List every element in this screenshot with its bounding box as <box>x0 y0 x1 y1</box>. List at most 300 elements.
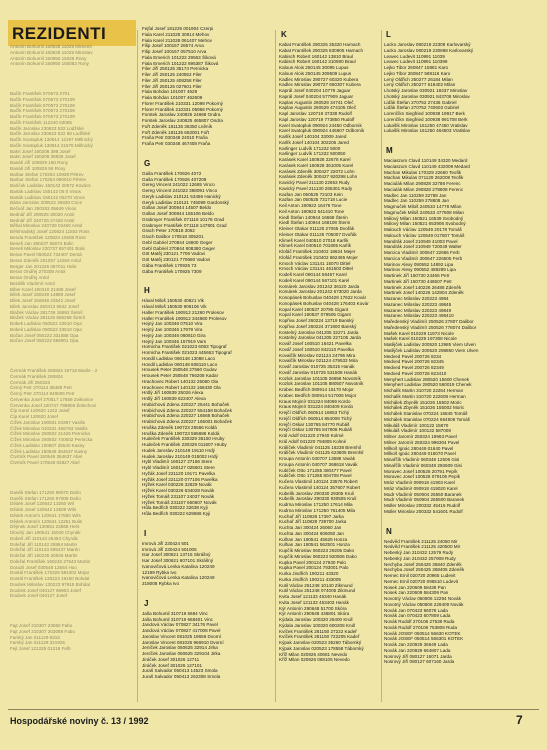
register-entry: Madlec Jan 110259 32788 Jan <box>384 192 447 198</box>
register-entry: Hejný Jan 100346 17979 Vira <box>142 327 203 332</box>
register-entry: Fiala Karel 211028 30814 Mehov <box>142 31 210 37</box>
register-entry: Kubelík Jaroslav 290330 29305 Kruli <box>279 490 354 496</box>
register-entry: Hyžák Josef 221120 077106 Pavelka <box>142 476 218 482</box>
register-entry: Grach Peter 170518 3052 <box>142 228 195 234</box>
register-entry: Kovář Josef 160510 842110 Pavelka <box>279 346 354 352</box>
register-entry: Dědek Josef 120642 12509 Wils <box>10 507 77 512</box>
register-entry: Jaroslav Vincent 081025 966910 Dvorní <box>142 639 224 645</box>
register-entry: Kavický Pavel 211130 265301 Rudy <box>279 185 353 191</box>
register-entry: Nosrový Jiří 080127 607160 Jarda <box>384 659 455 665</box>
register-entry: Antonín Bohumil 150928 11025 Klimenti <box>10 44 92 49</box>
register-entry: Klimeš Karel 040510 701805 Karlík <box>279 243 352 249</box>
register-entry: Hruška Zdeněk 190723 565686 Koldá <box>142 430 220 436</box>
register-entry: Bočan Josef 050222 656901 Opa <box>10 338 79 344</box>
register-entry: Kučera Vlastimil 140124 357607 Robert <box>279 484 361 490</box>
register-entry: Fiala Emerich 101222 29563 Šiková <box>142 54 216 60</box>
register-entry: Novák JOSEF 050514 56630 KOTEK <box>384 630 461 636</box>
register-entry: Bednář Jiří 290825 30020 Antol <box>10 211 75 217</box>
register-entry: Bačík František 070573 270109 <box>10 108 75 114</box>
register-entry: Kostelný Jaroslav 041205 227105 Jarda <box>279 335 361 341</box>
register-entry: Gollan Josef 300844 14507 Beldo <box>142 205 212 211</box>
register-entry: Juraš Salvador 050413 262308 Smola <box>142 674 221 679</box>
register-entry: Černý Petr 270114 849006 Petr <box>10 391 75 396</box>
register-entry: Michálek Stanislav 070224 16845 Tomáš <box>384 411 468 416</box>
register-entry: Karlinger Ludvík 171222 5000 <box>279 145 341 151</box>
register-entry: Čížek Miroslav 250502 21426 Pernicka <box>10 431 90 437</box>
register-entry: Červenka Josef 220747 789909 Želechovi <box>10 402 97 408</box>
page-title: REZIDENTI <box>12 24 107 43</box>
register-entry: Bobek Ladislav 050522 33510 Opa <box>10 321 82 326</box>
register-entry: Grabmyer František 071118 147801 Grad <box>142 222 227 228</box>
register-entry: Gollan Josef 300844 155106 Beldo <box>142 211 214 216</box>
register-entry: Mudr Vladimír 050904 26550 Baranek <box>384 491 462 497</box>
register-entry: Bílek Josef 190249 14888 Josef <box>10 292 76 298</box>
register-entry: Kupka Pavel 200124 27930 Palo <box>279 559 346 565</box>
register-entry: Lhotský Jaroslav 030921 843708 Miroslav <box>384 93 470 99</box>
register-entry: Beneš Jan 280237 06074 Bolic <box>10 240 74 246</box>
register-entry: Gebl Gabriel 270844 16600 Geger <box>142 239 213 245</box>
register-entry: Kaplan Augustin 260529 34741 Oleč <box>279 99 354 105</box>
register-entry: Mílkoš Ignác 280449 01640 Pavel <box>384 445 454 451</box>
register-entry: Králíček Vladimír 041125 16238 Bremhil <box>279 444 361 450</box>
register-entry: Kabisch Robert 160142 13810 Braul <box>279 53 354 59</box>
register-entry: Fořt Zdeněk 181135 653001 Fořt <box>142 129 210 135</box>
register-entry: Kopal Karel 190537 20795 Gigant <box>279 306 349 312</box>
register-entry: Hruška Zdeněk 190723 25566 Koldá <box>142 424 217 430</box>
register-entry: Kavický Pavel 211130 22653 Rudy <box>279 180 350 185</box>
register-entry: Kovalčík Miroslav 021124 24795 Mira <box>279 352 356 358</box>
register-entry: Michálek Stanislav 070224 684506 Tomáš <box>384 416 470 422</box>
register-entry: Hrabichová Zdena 220227 16568 Bohaček <box>142 413 230 419</box>
register-entry: Novák Jan 070423 96078 Lada <box>384 607 448 613</box>
register-entry: Bílek Josef 150849 23542 Josef <box>10 298 76 303</box>
register-entry: Kroupa Antonín 040707 368618 Vavák <box>279 461 358 467</box>
register-entry: Lorenčíkn Siegfried 100938 19917 Berk <box>384 111 465 116</box>
register-entry: Kozlok Jaroslav 101105 26858 Novotník <box>279 375 361 381</box>
register-entry: Karlinger Ludvík 171222 500050 <box>279 151 346 157</box>
register-entry: Farský Jan 011129 8315 <box>10 634 60 640</box>
register-entry: Kvíček František 261150 27222 Kadeř <box>279 628 357 634</box>
register-entry: Marcica Vladimír 300647 22665 Ferb <box>384 250 460 255</box>
register-entry: Dědek Antonín 120641 12251 Bulis <box>10 518 83 524</box>
register-entry: Fajt Josef 210307 23060 Fabo <box>10 623 73 628</box>
register-entry: Jandová Václav 070827 417008 Pavel <box>142 628 221 633</box>
register-entry: Kalous Alois 250145 309509 Lupus <box>279 70 352 76</box>
register-entry: Kiedl Štefan 140944 16668 Šterin <box>279 214 348 220</box>
register-entry: Kýr Antonín 290648 436801 Skóra <box>279 611 350 617</box>
column-1 <box>10 44 132 704</box>
register-entry: Fiala Bohdan 101007 462609 <box>142 95 203 100</box>
register-entry: Kopřiva Josef 260224 371900 Banský <box>279 323 357 329</box>
register-entry: Mílkoš Ignác 280449 016070 Pavel <box>384 451 456 457</box>
register-entry: Mudr Vladimír 050904 265500 Baranek <box>384 497 465 503</box>
register-entry: Hondil Ladislav 060148 608110 Laco <box>142 361 218 367</box>
register-entry: Beneš Miloslav 220737 657401 Bolic <box>10 246 86 252</box>
register-entry: Hejný Jan 100346 07510 Vira <box>142 321 203 327</box>
register-entry: Hudek Jaroslav 210149 015002 Hrdý <box>142 453 218 459</box>
register-entry: Karlík Josef 140104 302205 Jared <box>279 139 349 145</box>
register-entry: Maředenský Vladimír 250526 778074 Dalibor <box>384 324 477 330</box>
register-entry: Novák Rudolf 270106 27538 Ruda <box>384 619 455 624</box>
register-entry: Dědek Antonín 120641 17580 Wils <box>10 512 81 518</box>
register-entry: Hával Miloš 150530 40821 Vik <box>142 298 204 304</box>
register-entry: Maciulák Milan 290828 32788 Ferenc <box>384 181 461 186</box>
register-entry: Beran Ondřej 270308 Antol <box>10 269 66 275</box>
register-entry: Nedvěd František 211125 420500 Mir <box>384 544 461 550</box>
column-divider <box>137 30 138 702</box>
register-entry: Dějmek Josef 130651 23568 Hers <box>10 524 80 530</box>
register-entry: Čermák František 260824 <box>10 373 63 379</box>
register-entry: Antonín Bohumil 150950 150082 Rony <box>10 61 89 67</box>
register-entry: Grabmyer František 071118 10178 Grad <box>142 216 225 222</box>
register-entry: Kiedl Štefan 140944 168108 Šterin <box>279 220 351 226</box>
register-entry: Nosek Jan 220609 584309 Pan <box>384 590 449 596</box>
register-entry: Nebeský Jan 210432 257908 Rudy <box>384 555 456 561</box>
register-entry: Kraus Mojmír 031224 840409 Kordo <box>279 404 354 410</box>
register-entry: Hrabichová Zdena 220227 165001 Bohaček <box>142 419 232 424</box>
register-entry: Machan Mikulas 071129 262008 Teofik <box>384 175 464 181</box>
register-entry: Kadlec Miroslav 290727 650307 Kubera <box>279 82 361 88</box>
register-entry: Minařčík Vladimír 060348 250609 Gisi <box>384 462 462 468</box>
register-entry: Hudek Jaroslav 210149 19110 Hrdý <box>142 447 215 453</box>
register-entry: Mašek Karel 010229 11973 Nicole <box>384 330 454 336</box>
register-entry: Král Adolf 041220 27940 Kolmé <box>279 433 344 438</box>
register-entry: Klofáč František 210402 18624 Mejer <box>279 249 356 254</box>
register-entry: Hýžek Karel 030226 634028 Novák <box>142 488 215 493</box>
register-entry: Jiráček Josef 301026 127101 <box>142 662 203 668</box>
register-entry: Dobeš Jiří 110143 25453 Chynák <box>10 535 78 541</box>
register-entry: Bačík František 070573 2701 <box>10 91 70 96</box>
register-entry: Antonín Bohumil 150950 15028 Rony <box>10 55 87 61</box>
register-entry: Gereg Vincent 241022 368091 Vinco <box>142 188 218 193</box>
register-entry: Běhal Miroslav 240729 02460 Antol <box>10 223 83 229</box>
register-entry: Hudeček František 230329 35150 Hruby <box>142 436 225 442</box>
register-entry: Čermák Jiří 250323 <box>10 379 51 385</box>
register-entry: Bečvář Jan 280263 05649 Vinos <box>10 206 77 211</box>
register-entry: Fraňa Petr 030348 467408 Fraňa <box>142 141 211 146</box>
register-entry: Gába František 170925 7309 <box>142 268 202 274</box>
register-entry: Krejčí Oldřich 060514 854008 Tichý <box>279 415 352 421</box>
column-divider <box>275 30 276 702</box>
register-entry: Ivanovičová Lenka Katalina 120249 <box>142 563 215 569</box>
register-entry: 218008 Rybka Ivo <box>142 581 180 586</box>
register-entry: Čermák František 260824 19718 Marile - 2 <box>10 368 98 373</box>
register-entry: Jaša Bohumil 310719 6684 Vinc <box>142 610 208 616</box>
register-entry: Florer František 210331 05956 Pokorný <box>142 106 223 112</box>
register-entry: Florer František 210331 12098 Pokorný <box>142 100 223 106</box>
register-entry: Kovář Jaroslav 010725 35315 Hanák <box>279 364 355 369</box>
register-entry: Číp Karel 120620 1242 Josef <box>10 408 70 414</box>
register-entry: Král Adolf 041220 794805 Kolmé <box>279 438 347 444</box>
register-entry: Novotný Václav 050806 12294 Novák <box>384 596 461 601</box>
register-entry: Nosrový Jiří 080127 16071 Jarda <box>384 653 452 659</box>
register-entry: Martinek Jiří 150730 24465 Petr <box>384 273 450 278</box>
register-entry: 12199 Rybka Ivo <box>142 569 177 575</box>
register-entry: Doubek Josef 040127 Josef <box>10 593 67 599</box>
register-entry: Filer Jiří 250125 027601 Filer <box>142 83 202 89</box>
register-entry: Konopásek Bohuslav 040428 17622 Kovár <box>279 295 367 300</box>
register-entry: Hůla Bedřich 030222 629586 Kyji <box>142 511 211 516</box>
register-entry: Kříž Milan 020926 40681 Nevedo <box>279 651 348 657</box>
register-entry: Kodeš Karel 090144 56467 Karel <box>279 272 347 277</box>
register-entry: Karásek Karel 160928 361005 Karel <box>279 162 354 168</box>
register-entry: Jeníček Jaroslav 050625 32914 Jirka <box>142 645 218 651</box>
register-entry: Čížek Ladislav 100807 25540 Kasny <box>10 442 85 448</box>
column-4 <box>384 26 536 686</box>
register-entry: Medved Pavel 200726 82345 <box>384 359 444 365</box>
register-entry: Madlec Jan 110259 278808 Jan <box>384 198 450 204</box>
register-entry: Karásek Karel 160928 22678 Karel <box>279 157 351 162</box>
register-entry: Bačík František 070573 270109 <box>10 102 75 108</box>
register-entry: Lený Oldřich 250277 618402 Milan <box>384 82 456 88</box>
register-entry: Kvíček František 261150 722205 Kadeř <box>279 634 360 640</box>
register-entry: Kabat František 290325 830905 Harnach <box>279 47 364 53</box>
register-entry: Lejko Tibor 260847 588116 Karo <box>384 70 451 76</box>
register-entry: Barták Ladislav 150142 05270 Vinos <box>10 194 85 200</box>
register-entry: Kleiner Otakar 011125 27065 Dvořák <box>279 226 355 231</box>
register-entry: Isar Josef 300621 607101 Skrášný <box>142 558 213 563</box>
register-entry: Michálek Zbyněk 151026 155002 Moric <box>384 405 465 411</box>
register-entry: Krabec Bedřich 080914 517006 Mojor <box>279 392 357 398</box>
register-entry: Mikuláš Vladimír 100122 15870 <box>384 422 449 428</box>
register-entry: Fiala Emerich 101222 695387 Šiková <box>142 60 219 66</box>
register-entry: Kuchař Jiří 110828 739700 Jarka <box>279 519 347 525</box>
register-entry: Novák Rudolf 270106 753808 Ruda <box>384 624 458 630</box>
register-entry: Berger Jan 201326 067011 Hobr <box>10 263 77 269</box>
section-letter: I <box>144 528 147 538</box>
register-entry: Kuchta Jan 300424 26060 Jan <box>279 525 342 530</box>
register-entry: Barbar Stefan 170254 690010 Pétrev <box>10 177 87 183</box>
register-entry: Kaprál Josef 040204 10779 Jaguar <box>279 88 351 93</box>
register-entry: Blažek Václav 281126 686268 Šetníl <box>10 315 85 321</box>
register-entry: Nechyba Josef 250425 36840 Zdeněk <box>384 561 462 567</box>
register-entry: Müller Miroslav 200332 541601 Rudolf <box>384 508 463 514</box>
register-entry: Hůla Bedřich 030222 32638 Kyji <box>142 505 208 511</box>
register-entry: Kýdala Jaroslav 100320 600208 Krull <box>279 622 356 628</box>
register-entry: Karel Svatopluk 090924 24450 Odbornik <box>279 122 362 128</box>
register-entry: Hrousek Peter 250548 27560 Gudav <box>142 367 217 373</box>
register-entry: Geryk Ladislav 210121 745099 Gardonský <box>142 199 230 205</box>
register-entry: Kroupa Antonín 040707 13686 Vavák <box>279 456 356 461</box>
register-entry: Kudrna Miroslav 171250 17614 Mila <box>279 502 353 507</box>
register-entry: Keil Anton 190922 541410 Tone <box>279 208 345 214</box>
register-entry: Karlík Josef 140104 33009 Jared <box>279 134 347 139</box>
register-entry: Maředenský Vladimír 250526 27807 Dalibor <box>384 319 474 324</box>
section-letter: G <box>144 158 151 168</box>
register-entry: Lacko Jaroslav 080219 22308 Karlovarský <box>384 42 471 47</box>
register-entry: Gebl Gabriel 270844 808380 Geger <box>142 245 216 251</box>
register-entry: Kýpak Jaroslav 020523 178558 Tábornký <box>279 645 364 651</box>
register-entry: Kýr Antonín 290648 51700 Skóra <box>279 605 347 611</box>
register-entry: Kurka Jindřich 190211 43320 <box>279 571 339 576</box>
register-entry: Forstek Jaroslav 240825 24668 Ondra <box>142 112 221 118</box>
register-entry: Kapl Jaroslav 120719 37338 Rudolf <box>279 111 352 116</box>
register-entry: Maciaszum Clavd 110149 432009 Medard <box>384 163 470 169</box>
register-entry: Michalík Martin 310720 222608 Herman <box>384 393 466 399</box>
register-entry: Málový Milan 150521 653906 Svobodný <box>384 221 466 227</box>
register-entry: Filer Jiří 250125 408258 Filer <box>142 77 202 83</box>
register-entry: Hrabichová Zdena 220227 554158 Bohaček <box>142 407 232 413</box>
register-entry: Kupčík Miroslav 060223 29205 Dako <box>279 548 355 553</box>
register-entry: Kuchta Jan 300424 606050 Jan <box>279 530 344 536</box>
register-entry: Marinov Alexy 090552 14892 Lipa <box>384 261 454 267</box>
register-entry: Kodeš Karel 090144 567101 Karel <box>279 277 350 283</box>
register-entry: Nebeský Jan 210432 12579 Rudy <box>384 550 454 555</box>
register-entry: Jiráček Josef 301026 12711 <box>142 656 200 662</box>
register-entry: Hyžák Josef 221120 19171 Pavelka <box>142 470 215 476</box>
register-entry: Bělohradský Josef 120824 11502 Ross <box>10 229 90 234</box>
section-letter: N <box>386 526 392 536</box>
register-entry: Dlouhý Jan 190541 15040 Chynák <box>10 530 81 535</box>
register-entry: Krejčí Oskar 130765 847808 Rubáš <box>279 427 353 433</box>
register-entry: Minařčík Vladimír 060348 12506 Gisi <box>384 457 460 462</box>
register-entry: Klimeš Karel 040510 27018 Karlík <box>279 237 349 243</box>
register-entry: Medved Pavel 200726 8234 <box>384 353 442 359</box>
register-entry: Hybl Vladimír 160127 025601 Stere <box>142 465 215 470</box>
footer-publication: Hospodářské noviny č. 13 / 1992 <box>10 716 149 726</box>
register-entry: Hornicha František 021023 445663 Tipograf <box>142 350 232 355</box>
register-entry: Kvita Josef 121133 45340 Hanák <box>279 594 347 599</box>
register-entry: Králíček Vladimír 041125 623805 Bremhil <box>279 450 364 456</box>
register-entry: Hejný Jan 100346 060610 Gira <box>142 332 206 338</box>
register-entry: Kvita Josef 121133 453403 Hanák <box>279 599 349 605</box>
register-entry: Doležal Jiří 110143 25954 Martin <box>10 541 78 547</box>
register-entry: Komárek Jaroslav 201242 36120 Jarda <box>279 283 360 289</box>
register-entry: Kadlec Miroslav 290727 60320 Kubera <box>279 76 359 82</box>
register-entry: Červenka Josef 270517 17659 Zvikovice <box>10 396 93 402</box>
register-entry: Konopásek Bohuslav 040428 176403 Kovár <box>279 300 369 306</box>
register-entry: Milner Jaromír 250324 19963 Pavel <box>384 434 457 439</box>
register-entry: Kýdala Jaroslav 100320 26400 Krull <box>279 617 353 622</box>
register-entry: Barták Ladislav 150142 05 0 Vinos <box>10 188 81 194</box>
register-entry: Hýžek Tomáš 231107 660607 Novák <box>142 499 217 505</box>
register-entry: Mandrák Josef 210949 720049 Walter <box>384 244 462 250</box>
register-entry: Gaša František 170926 407209 <box>142 176 207 182</box>
register-entry: Leavec Ludevit 110991 11039 <box>384 53 445 59</box>
register-entry: Čtvrtník Pavel 170548 02827 Abel <box>10 460 80 465</box>
register-entry: Hornicha František 021023 6083 Tipograf <box>142 344 227 350</box>
register-entry: Hrachovec Robert 140132 25060 Ola <box>142 378 219 384</box>
register-entry: Bačík Jaroslav 230623 532 69 Lodžské <box>10 131 91 137</box>
register-entry: Martinek Josef 140226 142804 Zdeněk <box>384 290 464 296</box>
register-entry: Biber Karel 190410 21488 Josef <box>10 286 76 292</box>
register-entry: Müller Miroslav 200332 45416 Rudolf <box>384 503 461 508</box>
register-entry: Bezděk Vladimír Antol <box>10 280 55 286</box>
column-2 <box>142 26 271 686</box>
register-entry: Matějček Ladislav 200520 298860 Viem Ulven <box>384 347 479 353</box>
register-entry: Filip Josef 100157 057510 Arva <box>142 49 207 54</box>
register-entry: Gába František 170925 73 <box>142 262 197 268</box>
register-entry: Číp Karel 120620 Josef <box>10 414 59 419</box>
register-entry: Medved Pavel 200726 823410 <box>384 370 447 376</box>
page-number: 7 <box>516 713 523 727</box>
register-entry: Novák Jan 070423 607809 Lada <box>384 613 451 619</box>
register-entry: Filer Jiří 250125 240552 Filer <box>142 72 202 77</box>
footer-rule <box>8 709 539 710</box>
register-entry: Jaroslav Vincent 081025 19656 Dvorní <box>142 633 222 639</box>
register-entry: Menyhert Ladislav 280520 560019 Chenek <box>384 382 472 388</box>
section-letter: L <box>386 30 391 39</box>
register-entry: Jeníček Jaroslav 050625 329104 Jirka <box>142 651 221 656</box>
register-entry: Hrousek Peter 250548 766208 Kadar <box>142 373 219 378</box>
register-entry: Gereg Vincent 241022 12665 Vinco <box>142 182 215 188</box>
register-entry: Hrdlý Jiří 160839 25026 Alexa <box>142 390 204 396</box>
register-entry: Kmoch Václav 131141 15070 Dittel <box>279 260 351 266</box>
register-entry: Lukašík Miroslav 161250 464503 Vratislav <box>384 128 471 134</box>
register-entry: Bílek Jaroslav 250413 5942 Josef <box>10 303 79 309</box>
register-entry: Lhotský Jaroslav 030921 18437 Miroslav <box>384 88 468 93</box>
register-entry: Kleiner Otakar 011125 705007 Dvořák <box>279 231 357 237</box>
register-entry: Grach Dalibor 170518 305201 <box>142 234 204 239</box>
register-entry: Kubíček Otto 171255 804708 Pavel <box>279 473 352 479</box>
register-entry: Bočan Josef 050222 331688 Opa <box>10 332 79 338</box>
register-entry: Filip Josef 100157 26574 Arva <box>142 43 204 49</box>
register-entry: Mráz Vladimír 090918 419020 Karel <box>384 485 458 491</box>
register-entry: Martinek Josef 140226 26488 Zdeněk <box>384 284 462 290</box>
register-entry: Maciaszum Clavd 110149 34320 Medard <box>384 158 468 163</box>
register-entry: Benda František 120824 10508 Ross <box>10 234 86 240</box>
register-entry: Novotný Václav 050806 229409 Novák <box>384 601 464 607</box>
register-entry: Geryk Ladislav 210121 53456 Hanický <box>142 193 221 199</box>
register-entry: Kubelík Jaroslav 290330 930505 Kruli <box>279 496 357 502</box>
section-letter: M <box>386 146 393 155</box>
register-entry: Novák Jan 220929 664807 Lada <box>384 647 451 653</box>
section-letter: H <box>144 286 150 296</box>
register-entry: Hýžek Tomáš 231107 24037 Novák <box>142 493 215 499</box>
register-entry: Klofáč František 210402 862465 Mejer <box>279 254 358 260</box>
register-entry: Magmuček Miloš 240533 14778 Milan <box>384 204 462 209</box>
register-entry: Fraňa Petr 030348 24010 Fraňa <box>142 135 208 141</box>
register-entry: Beran Ondřej Antol <box>10 275 49 280</box>
register-entry: Kabat František 290325 35320 Harnach <box>279 42 361 47</box>
register-entry: Keil Anton 190922 16476 Tone <box>279 203 342 208</box>
register-entry: Bačík František 112240 63085 <box>10 119 72 125</box>
register-entry: Lený Oldřich 250277 26184 Milan <box>384 76 453 82</box>
register-entry: Doležal František 160245 27543 Martin <box>10 558 91 564</box>
register-entry: Beran Zdeněk 201257 14250 Antol <box>10 257 82 263</box>
register-entry: Kraus Mojmír 031224 84069 Kordo <box>279 398 351 404</box>
register-entry: Karásek Zdeněk 300427 920298 Lohn <box>279 174 358 180</box>
register-entry: Karásek Zdeněk 300427 22072 Lohn <box>279 168 355 174</box>
register-entry: Göt Matěj 230121 770680 Vadovi <box>142 257 211 262</box>
register-entry: Doležal Jiří 160245 20546 Martin <box>10 553 78 558</box>
register-entry: Hával Miloš 150530 906106 Vik <box>142 304 207 309</box>
register-entry: Magmuček Miloš 240533 477808 Milan <box>384 209 464 215</box>
register-entry: Nemec Emil 020720 20965 Ludevit <box>384 573 456 578</box>
register-entry: Maciulák Milan 290828 278808 Ferenc <box>384 186 464 192</box>
register-entry: Nedvěd František 211125 24050 Mir <box>384 538 458 544</box>
register-entry: Kapl Jaroslav 120719 773850 Rudolf <box>279 116 355 122</box>
register-entry: Kazlan Jan 050525 731718 Lucie <box>279 197 348 203</box>
register-entry: Imrová Jiří 230424 501 <box>142 540 189 546</box>
register-entry: Kmoch Václav 131141 461503 Dittel <box>279 266 353 272</box>
register-entry: Kýpak Jaroslav 020523 35260 Tábornký <box>279 640 362 645</box>
register-entry: Forstek Jaroslav 240825 465807 Ondra <box>142 118 223 123</box>
register-entry: Nechyba Josef 250425 368405 Zdeněk <box>384 567 465 573</box>
register-entry: Mazanec Miloslav 220223 498410 <box>384 313 454 319</box>
register-entry: Martinek Jiří 150730 446507 Petr <box>384 278 452 284</box>
register-entry: Dostál František 170326 584302 Mojar <box>10 570 90 576</box>
register-entry: Bakri Josef 160208 398 Josef <box>10 148 71 154</box>
register-entry: Marinov Alexy 090552 488289 Lipa <box>384 267 456 273</box>
register-entry: Fiala Karel 211028 061407 Mehov <box>142 37 212 43</box>
register-entry: Novák Jan 220929 36649 Lada <box>384 642 448 647</box>
register-entry: Malouch Václav 120549 20178 Tomáš <box>384 227 462 232</box>
register-entry: Bednář Jiří 240729 27428 Antol <box>10 217 75 223</box>
register-entry: Banáš Jiří 100829 160 Rony <box>10 160 68 165</box>
register-entry: Novák JOSEF 050514 566301 KOTEK <box>384 636 464 642</box>
register-entry: Matějček Ladislav 200520 12985 Viem Ulven <box>384 342 476 347</box>
